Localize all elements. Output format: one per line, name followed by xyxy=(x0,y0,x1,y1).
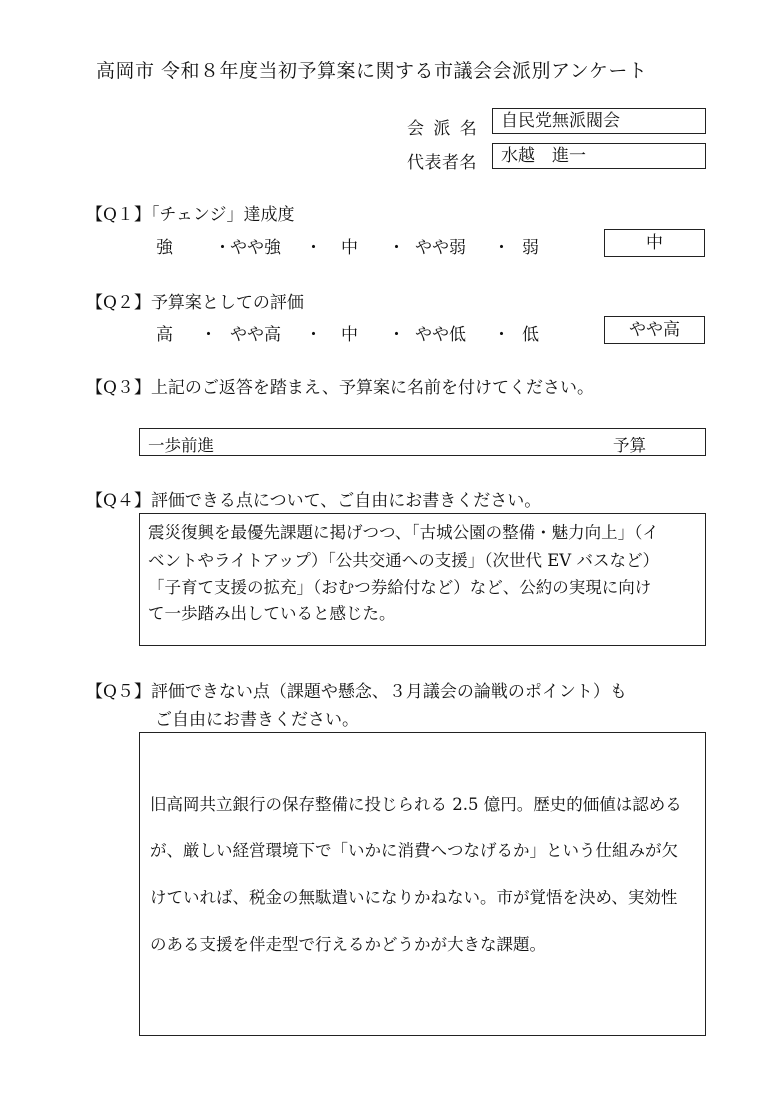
q4-answer-line: 震災復興を最優先課題に掲げつつ、「古城公園の整備・魅力向上」（イ xyxy=(148,523,659,542)
q2-heading xyxy=(86,288,304,313)
q3-heading xyxy=(86,373,594,398)
q2-option: 高 xyxy=(156,325,173,345)
q1-option: やや強 xyxy=(230,238,281,258)
q5-answer-line: のある支援を伴走型で行えるかどうかが大きな課題。 xyxy=(150,935,546,954)
faction-field: 自民党無派閥会 xyxy=(492,108,706,134)
q3-answer-suffix: 予算 xyxy=(613,436,646,455)
q2-separator: ・ xyxy=(388,325,405,345)
q2-separator: ・ xyxy=(305,325,322,345)
q2-text: 予算案としての評価 xyxy=(150,293,304,313)
q5-answer-line: けていれば、税金の無駄遣いになりかねない。市が覚悟を決め、実効性 xyxy=(150,888,678,907)
q5-text-line1: 評価できない点（課題や懸念、３月議会の論戦のポイント）も xyxy=(150,682,627,702)
q5-text-line2: ご自由にお書きください。 xyxy=(155,710,359,730)
q3-answer-box xyxy=(139,428,706,456)
q1-option: 弱 xyxy=(522,238,539,258)
q1-heading xyxy=(86,200,295,225)
representative-field: 水越 進一 xyxy=(492,143,706,169)
faction-label: 会 派 名 xyxy=(407,119,479,139)
q4-answer-line: 「子育て支援の拡充」（おむつ券給付など）など、公約の実現に向け xyxy=(148,578,652,597)
q1-separator: ・ xyxy=(493,238,510,258)
q4-heading xyxy=(86,486,541,511)
q1-separator: ・ xyxy=(388,238,405,258)
q1-option: 強 xyxy=(156,238,173,258)
q3-text: 上記のご返答を踏まえ、予算案に名前を付けてください。 xyxy=(150,378,594,398)
q4-number: 【Q４】 xyxy=(86,491,151,511)
page-title: 高岡市 令和８年度当初予算案に関する市議会会派別アンケート xyxy=(96,60,648,82)
q2-number: 【Q２】 xyxy=(86,293,151,313)
q5-heading xyxy=(86,677,627,702)
q2-option: やや高 xyxy=(230,325,281,345)
q2-option: 低 xyxy=(522,325,539,345)
q1-separator: ・ xyxy=(214,238,231,258)
q5-number: 【Q５】 xyxy=(86,682,151,702)
q4-text: 評価できる点について、ご自由にお書きください。 xyxy=(150,491,542,511)
q1-answer-box: 中 xyxy=(604,229,705,257)
q5-answer-line: 旧高岡共立銀行の保存整備に投じられる 2.5 億円。歴史的価値は認める xyxy=(150,795,682,814)
q1-text: 「チェンジ」達成度 xyxy=(150,205,295,225)
q1-number: 【Q１】 xyxy=(86,205,151,225)
representative-label: 代表者名 xyxy=(407,153,477,173)
q1-option: やや弱 xyxy=(415,238,466,258)
q2-option: やや低 xyxy=(415,325,466,345)
q2-scale xyxy=(0,320,600,345)
q5-answer-line: が、厳しい経営環境下で「いかに消費へつなげるか」という仕組みが欠 xyxy=(150,841,678,860)
q1-option: 中 xyxy=(341,238,358,258)
q2-answer-box: やや高 xyxy=(604,316,705,344)
q4-answer-line: ベントやライトアップ）「公共交通への支援」（次世代 EV バスなど） xyxy=(148,551,659,570)
q2-separator: ・ xyxy=(200,325,217,345)
q1-separator: ・ xyxy=(305,238,322,258)
q3-number: 【Q３】 xyxy=(86,378,151,398)
q2-separator: ・ xyxy=(493,325,510,345)
q2-option: 中 xyxy=(341,325,358,345)
q4-answer-box xyxy=(139,513,706,646)
q5-answer-box xyxy=(139,732,706,1036)
q1-scale xyxy=(0,233,600,258)
q4-answer-line: て一歩踏み出していると感じた。 xyxy=(148,604,396,623)
q3-answer-name: 一歩前進 xyxy=(148,436,214,455)
